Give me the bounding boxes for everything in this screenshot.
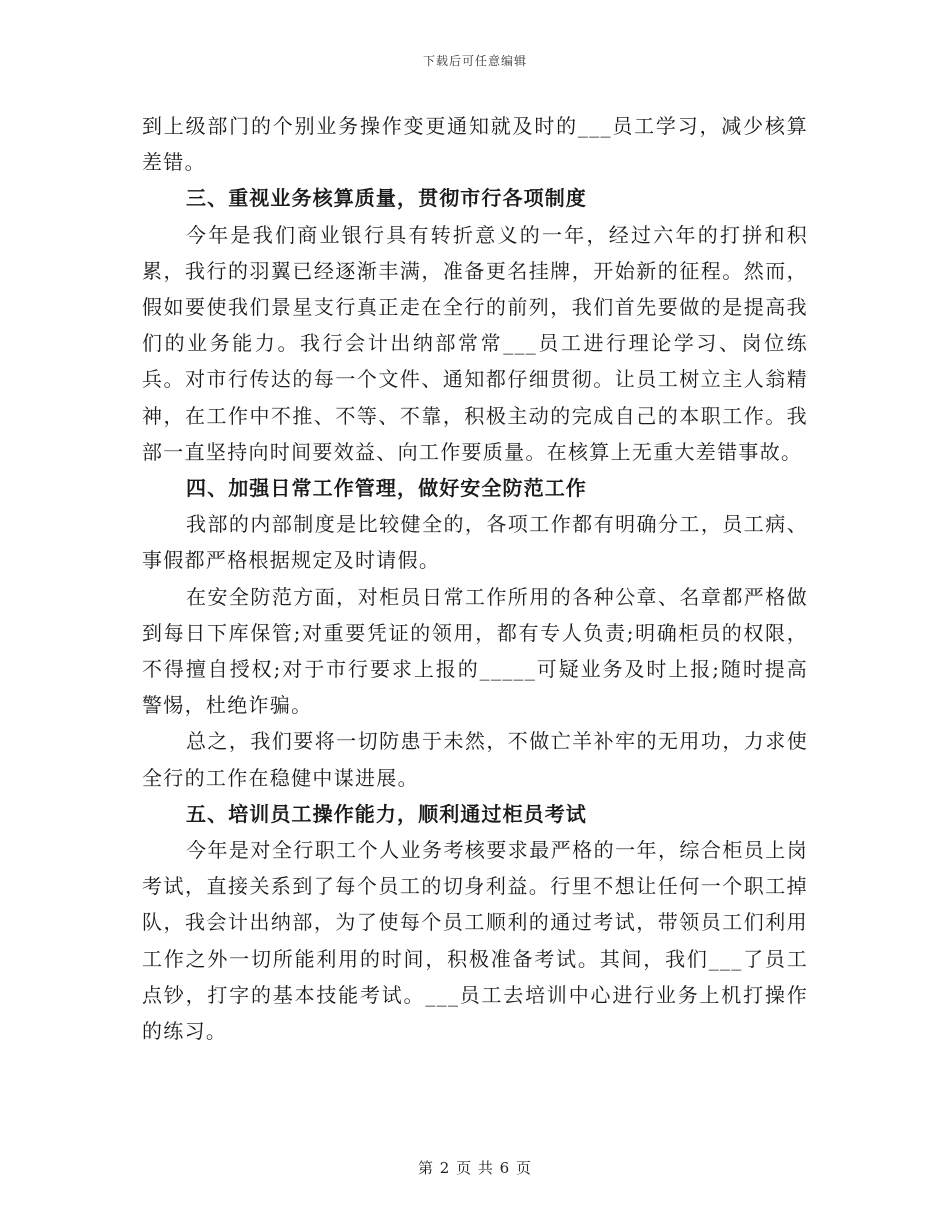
page-number: 第 2 页 共 6 页: [418, 1159, 532, 1177]
paragraph-section-5: 今年是对全行职工个人业务考核要求最严格的一年，综合柜员上岗考试，直接关系到了每个员工的切身利益。行里不想让任何一个职工掉队，我会计出纳部，为了使每个员工顺利的通过考试，带领员工们利用工作之外一切所能利用的时间，积极准备考试。其间，我们___了员工点钞，打字的基本技能考试。___员工去培训中心进行业务上机打操作的练习。: [142, 838, 808, 1044]
section-heading-4: 四、加强日常工作管理，做好安全防范工作: [186, 476, 587, 501]
section-heading-3: 三、重视业务核算质量，贯彻市行各项制度: [186, 186, 587, 211]
paragraph-internal-rules: 我部的内部制度是比较健全的，各项工作都有明确分工，员工病、事假都严格根据规定及时请假。: [142, 512, 808, 573]
paragraph-section-3: 今年是我们商业银行具有转折意义的一年，经过六年的打拼和积累，我行的羽翼已经逐渐丰满，准备更名挂牌，开始新的征程。然而，假如要使我们景星支行真正走在全行的前列，我们首先要做的是提高我们的业务能力。我行会计出纳部常常___员工进行理论学习、岗位练兵。对市行传达的每一个文件、通知都仔细贯彻。让员工树立主人翁精神，在工作中不推、不等、不靠，积极主动的完成自己的本职工作。我部一直坚持向时间要效益、向工作要质量。在核算上无重大差错事故。: [142, 222, 808, 464]
section-heading-5: 五、培训员工操作能力，顺利通过柜员考试: [186, 801, 587, 826]
paragraph-summary: 总之，我们要将一切防患于未然，不做亡羊补牢的无用功，力求使全行的工作在稳健中谋进展。: [142, 729, 808, 790]
paragraph-continuation: 到上级部门的个别业务操作变更通知就及时的___员工学习，减少核算差错。: [142, 114, 808, 175]
document-body: [142, 108, 808, 1049]
page-header-note: 下载后可任意编辑: [422, 54, 527, 68]
paragraph-security: 在安全防范方面，对柜员日常工作所用的各种公章、名章都严格做到每日下库保管;对重要凭证的领用，都有专人负责;明确柜员的权限，不得擅自授权;对于市行要求上报的_____可疑业务及时上报;随时提高警惕，杜绝诈骗。: [142, 584, 808, 718]
